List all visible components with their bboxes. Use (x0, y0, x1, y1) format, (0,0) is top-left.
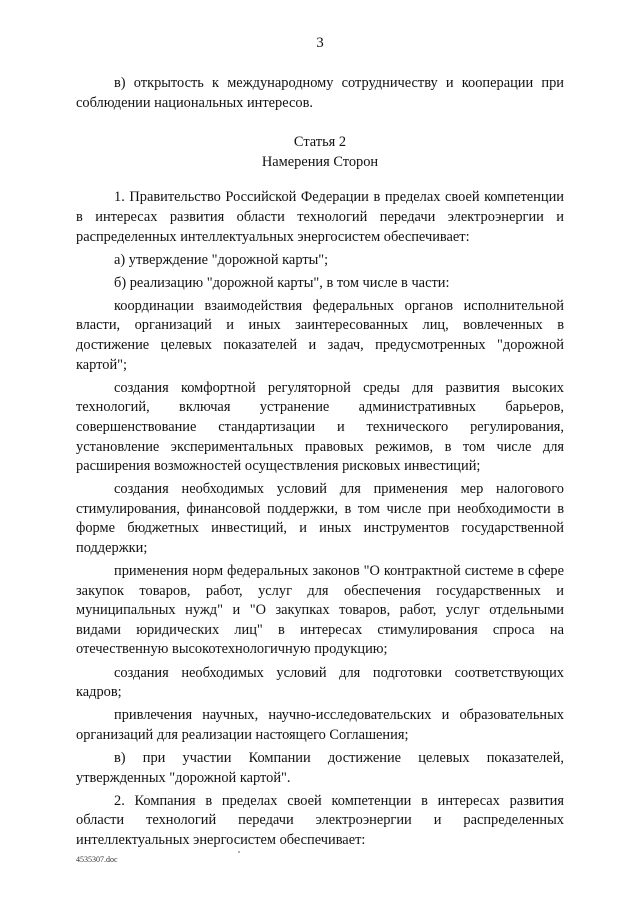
paragraph-1b: б) реализацию "дорожной карты", в том числе в части: (114, 274, 450, 291)
paragraph-procurement: применения норм федеральных законов "О контрактной системе в сфере закупок товаров, работ, услуг для обеспечения государственных и муниципальных нужд" и "О закупках товаров, работ, услуг отдельными видами юридических лиц" в интересах стимулирования спроса на отечественную высокотехнологичную продукцию; (76, 563, 564, 658)
page-number: 3 (316, 35, 324, 51)
paragraph-tax-incentives: создания необходимых условий для применения мер налогового стимулирования, финансовой поддержки, в том числе при необходимости в форме бюджетных инвестиций, и иных инструментов государственной поддержки; (76, 481, 564, 556)
paragraph-research: привлечения научных, научно-исследовательских и образовательных организаций для реализации настоящего Соглашения; (76, 707, 564, 743)
article-title: Намерения Сторон (261, 153, 379, 170)
paragraph-1: 1. Правительство Российской Федерации в пределах своей компетенции в интересах развития области технологий передачи электроэнергии и распределенных интеллектуальных энергосистем обеспечивает: (76, 189, 564, 245)
paragraph-1a: а) утверждение "дорожной карты"; (114, 251, 329, 268)
paragraph-2: 2. Компания в пределах своей компетенции в интересах развития области технологий передачи электроэнергии и распределенных интеллектуальных энергосистем обеспечивает: (76, 792, 564, 848)
paragraph-personnel: создания необходимых условий для подготовки соответствующих кадров; (76, 664, 564, 701)
paragraph-coordination: координации взаимодействия федеральных органов исполнительной власти, организаций и иных заинтересованных лиц, вовлеченных в достижение целевых показателей и задач, предусмотренных "дорожной картой"; (76, 297, 564, 373)
footer-file-code: 4535307.doc (76, 855, 118, 864)
document-body (76, 74, 564, 854)
article-number: Статья 2 (293, 134, 347, 151)
article-heading (76, 133, 564, 172)
intro-paragraph: в) открытость к международному сотрудничеству и кооперации при соблюдении национальных интересов. (76, 75, 564, 111)
paragraph-1v: в) при участии Компании достижение целевых показателей, утвержденных "дорожной картой". (76, 749, 564, 786)
paragraph-regulatory: создания комфортной регуляторной среды для развития высоких технологий, включая устранение административных барьеров, совершенствование стандартизации и технического регулирования, установление экспериментальных правовых режимов, в том числе для расширения возможностей осуществления рисковых инвестиций; (76, 379, 564, 475)
scan-speck (238, 851, 240, 853)
